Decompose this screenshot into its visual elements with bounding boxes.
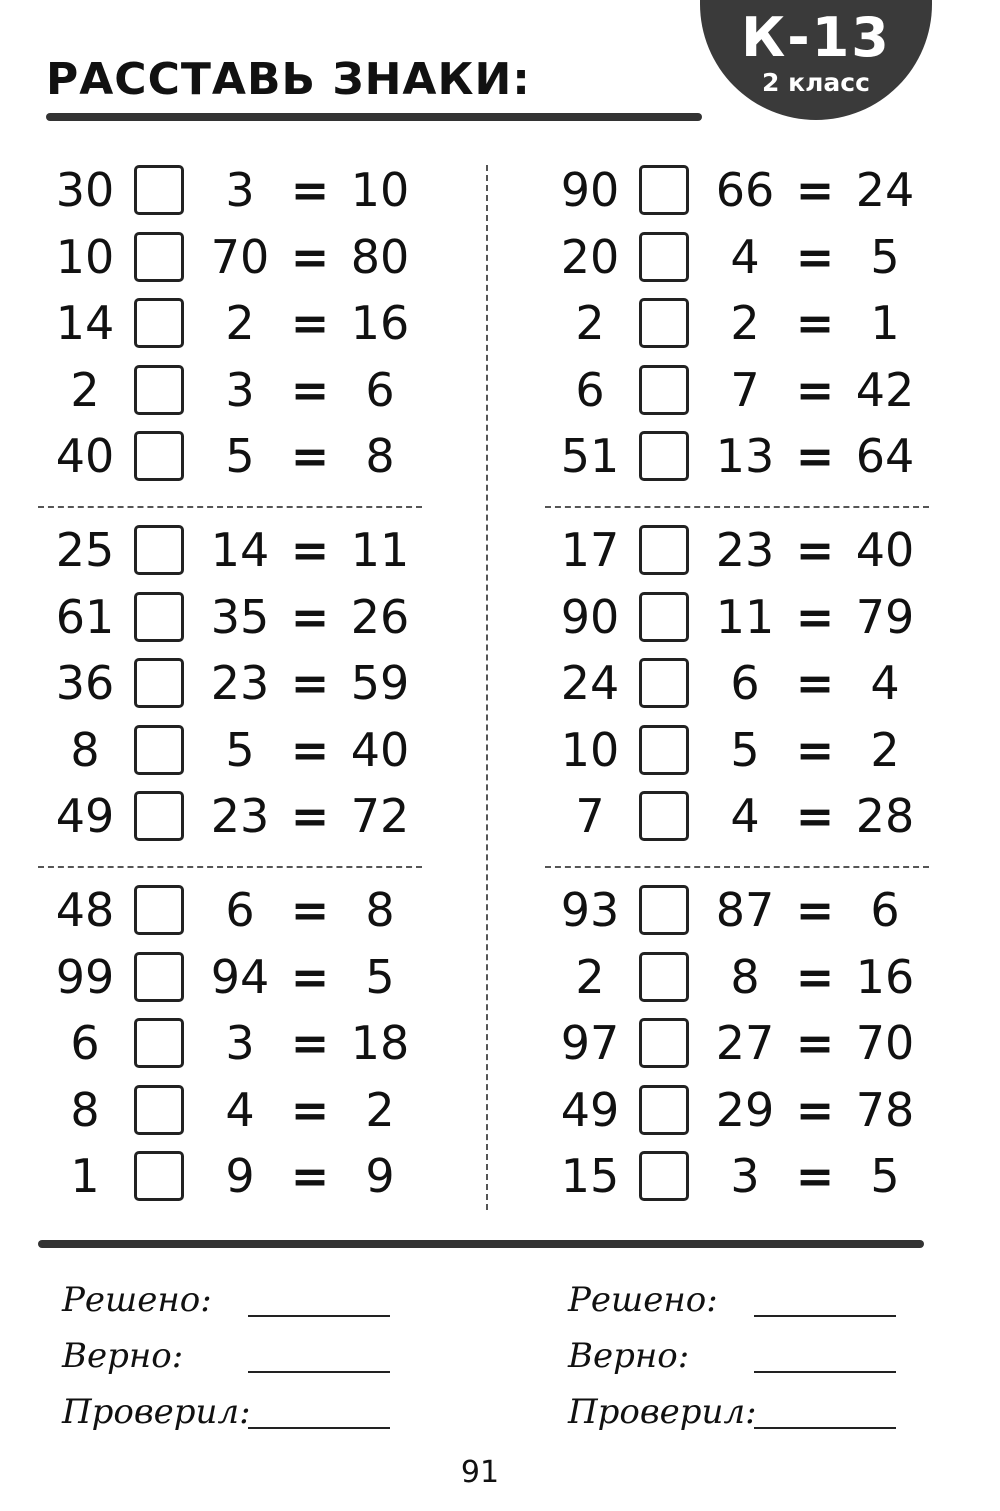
- result-value: 2: [870, 723, 900, 777]
- equals-sign: =: [795, 363, 835, 417]
- exercise-group: [30, 522, 430, 857]
- result-value: 16: [855, 950, 915, 1004]
- equals-sign: =: [795, 1149, 835, 1203]
- result-value: 40: [350, 723, 410, 777]
- first-operand: 8: [70, 723, 100, 777]
- operator-box[interactable]: [134, 525, 184, 575]
- first-operand: 36: [55, 656, 115, 710]
- second-operand: 13: [715, 429, 775, 483]
- equals-sign: =: [795, 883, 835, 937]
- equals-sign: =: [290, 1016, 330, 1070]
- equation-row: [535, 162, 935, 218]
- equation-row: [535, 882, 935, 938]
- operator-box[interactable]: [639, 592, 689, 642]
- second-operand: 23: [210, 656, 270, 710]
- badge-grade: 2 класс: [762, 68, 870, 97]
- second-operand: 2: [730, 296, 760, 350]
- group-divider: [38, 866, 422, 868]
- first-operand: 2: [575, 950, 605, 1004]
- second-operand: 3: [225, 163, 255, 217]
- equation-row: [535, 362, 935, 418]
- operator-box[interactable]: [639, 952, 689, 1002]
- equation-row: [535, 1148, 935, 1204]
- equation-row: [535, 949, 935, 1005]
- operator-box[interactable]: [134, 952, 184, 1002]
- result-value: 70: [855, 1016, 915, 1070]
- first-operand: 25: [55, 523, 115, 577]
- result-value: 9: [365, 1149, 395, 1203]
- result-value: 6: [365, 363, 395, 417]
- result-value: 24: [855, 163, 915, 217]
- exercise-group: [30, 162, 430, 497]
- correct-row: [568, 1331, 948, 1381]
- equals-sign: =: [290, 363, 330, 417]
- first-operand: 40: [55, 429, 115, 483]
- equation-row: [535, 295, 935, 351]
- operator-box[interactable]: [134, 658, 184, 708]
- first-operand: 51: [560, 429, 620, 483]
- result-value: 72: [350, 789, 410, 843]
- result-value: 5: [870, 1149, 900, 1203]
- second-operand: 27: [715, 1016, 775, 1070]
- first-operand: 2: [70, 363, 100, 417]
- result-value: 80: [350, 230, 410, 284]
- checked-row: [62, 1387, 442, 1437]
- second-operand: 29: [715, 1083, 775, 1137]
- operator-box[interactable]: [639, 232, 689, 282]
- equals-sign: =: [795, 789, 835, 843]
- first-operand: 15: [560, 1149, 620, 1203]
- operator-box[interactable]: [134, 1018, 184, 1068]
- first-operand: 48: [55, 883, 115, 937]
- second-operand: 6: [225, 883, 255, 937]
- equation-row: [30, 229, 430, 285]
- second-operand: 3: [225, 1016, 255, 1070]
- equation-row: [535, 1082, 935, 1138]
- operator-box[interactable]: [134, 298, 184, 348]
- equation-row: [30, 722, 430, 778]
- group-divider: [545, 866, 929, 868]
- equals-sign: =: [795, 523, 835, 577]
- result-value: 42: [855, 363, 915, 417]
- equals-sign: =: [290, 523, 330, 577]
- solved-row: [568, 1275, 948, 1325]
- badge-code: К-13: [741, 6, 891, 69]
- result-value: 8: [365, 429, 395, 483]
- operator-box[interactable]: [639, 365, 689, 415]
- second-operand: 9: [225, 1149, 255, 1203]
- checked-label: Проверил:: [568, 1392, 757, 1432]
- second-operand: 7: [730, 363, 760, 417]
- first-operand: 14: [55, 296, 115, 350]
- equation-row: [30, 522, 430, 578]
- equation-row: [30, 589, 430, 645]
- first-operand: 2: [575, 296, 605, 350]
- first-operand: 49: [55, 789, 115, 843]
- equals-sign: =: [795, 1016, 835, 1070]
- operator-box[interactable]: [134, 1151, 184, 1201]
- result-value: 26: [350, 590, 410, 644]
- equation-row: [30, 1082, 430, 1138]
- second-operand: 23: [210, 789, 270, 843]
- equation-row: [535, 589, 935, 645]
- first-operand: 30: [55, 163, 115, 217]
- exercise-group: [535, 522, 935, 857]
- equation-row: [30, 882, 430, 938]
- operator-box[interactable]: [134, 232, 184, 282]
- first-operand: 93: [560, 883, 620, 937]
- page-title: РАССТАВЬ ЗНАКИ:: [46, 54, 531, 105]
- operator-box[interactable]: [639, 431, 689, 481]
- equals-sign: =: [795, 590, 835, 644]
- second-operand: 14: [210, 523, 270, 577]
- operator-box[interactable]: [639, 525, 689, 575]
- equals-sign: =: [795, 163, 835, 217]
- group-divider: [38, 506, 422, 508]
- first-operand: 10: [560, 723, 620, 777]
- operator-box[interactable]: [134, 725, 184, 775]
- result-value: 11: [350, 523, 410, 577]
- checked-field[interactable]: [248, 1427, 390, 1429]
- result-value: 1: [870, 296, 900, 350]
- second-operand: 6: [730, 656, 760, 710]
- equation-row: [535, 428, 935, 484]
- equals-sign: =: [795, 656, 835, 710]
- second-operand: 5: [225, 429, 255, 483]
- first-operand: 61: [55, 590, 115, 644]
- second-operand: 5: [730, 723, 760, 777]
- equals-sign: =: [290, 656, 330, 710]
- equation-row: [535, 722, 935, 778]
- operator-box[interactable]: [134, 431, 184, 481]
- correct-field[interactable]: [248, 1371, 390, 1373]
- first-operand: 1: [70, 1149, 100, 1203]
- first-operand: 7: [575, 789, 605, 843]
- equation-row: [30, 949, 430, 1005]
- correct-label: Верно:: [568, 1336, 690, 1376]
- first-operand: 6: [575, 363, 605, 417]
- solved-field[interactable]: [248, 1315, 390, 1317]
- second-operand: 94: [210, 950, 270, 1004]
- result-value: 8: [365, 883, 395, 937]
- equation-row: [30, 655, 430, 711]
- equation-row: [30, 428, 430, 484]
- second-operand: 70: [210, 230, 270, 284]
- first-operand: 90: [560, 590, 620, 644]
- title-underline: [46, 113, 702, 121]
- bottom-rule: [38, 1240, 924, 1248]
- equation-row: [30, 295, 430, 351]
- operator-box[interactable]: [134, 592, 184, 642]
- second-operand: 23: [715, 523, 775, 577]
- result-value: 79: [855, 590, 915, 644]
- first-operand: 49: [560, 1083, 620, 1137]
- equals-sign: =: [795, 723, 835, 777]
- result-value: 2: [365, 1083, 395, 1137]
- equation-row: [30, 1015, 430, 1071]
- equals-sign: =: [795, 1083, 835, 1137]
- solved-row: [62, 1275, 442, 1325]
- solved-label: Решено:: [62, 1280, 212, 1320]
- second-operand: 66: [715, 163, 775, 217]
- worksheet-badge: [700, 0, 932, 120]
- equation-row: [535, 655, 935, 711]
- result-value: 4: [870, 656, 900, 710]
- equals-sign: =: [290, 950, 330, 1004]
- operator-box[interactable]: [134, 885, 184, 935]
- equals-sign: =: [795, 950, 835, 1004]
- equals-sign: =: [795, 296, 835, 350]
- operator-box[interactable]: [134, 165, 184, 215]
- checked-label: Проверил:: [62, 1392, 251, 1432]
- equals-sign: =: [795, 429, 835, 483]
- operator-box[interactable]: [639, 1085, 689, 1135]
- group-divider: [545, 506, 929, 508]
- first-operand: 90: [560, 163, 620, 217]
- result-value: 64: [855, 429, 915, 483]
- equation-row: [30, 788, 430, 844]
- second-operand: 87: [715, 883, 775, 937]
- first-operand: 8: [70, 1083, 100, 1137]
- equation-row: [30, 1148, 430, 1204]
- equals-sign: =: [290, 723, 330, 777]
- solved-label: Решено:: [568, 1280, 718, 1320]
- result-value: 10: [350, 163, 410, 217]
- second-operand: 2: [225, 296, 255, 350]
- second-operand: 4: [730, 789, 760, 843]
- operator-box[interactable]: [639, 1151, 689, 1201]
- equation-row: [535, 522, 935, 578]
- correct-field[interactable]: [754, 1371, 896, 1373]
- operator-box[interactable]: [639, 791, 689, 841]
- result-value: 28: [855, 789, 915, 843]
- page-number: 91: [460, 1455, 500, 1490]
- second-operand: 11: [715, 590, 775, 644]
- equation-row: [535, 1015, 935, 1071]
- first-operand: 99: [55, 950, 115, 1004]
- exercise-group: [535, 882, 935, 1217]
- operator-box[interactable]: [639, 725, 689, 775]
- second-operand: 3: [730, 1149, 760, 1203]
- second-operand: 5: [225, 723, 255, 777]
- first-operand: 6: [70, 1016, 100, 1070]
- first-operand: 20: [560, 230, 620, 284]
- result-value: 40: [855, 523, 915, 577]
- result-value: 5: [870, 230, 900, 284]
- exercise-group: [535, 162, 935, 497]
- first-operand: 17: [560, 523, 620, 577]
- operator-box[interactable]: [134, 1085, 184, 1135]
- operator-box[interactable]: [639, 165, 689, 215]
- equation-row: [30, 162, 430, 218]
- operator-box[interactable]: [639, 1018, 689, 1068]
- equation-row: [535, 229, 935, 285]
- equals-sign: =: [290, 883, 330, 937]
- operator-box[interactable]: [134, 791, 184, 841]
- first-operand: 24: [560, 656, 620, 710]
- equals-sign: =: [290, 429, 330, 483]
- solved-field[interactable]: [754, 1315, 896, 1317]
- second-operand: 3: [225, 363, 255, 417]
- result-value: 6: [870, 883, 900, 937]
- second-operand: 4: [730, 230, 760, 284]
- result-value: 78: [855, 1083, 915, 1137]
- equals-sign: =: [290, 296, 330, 350]
- equals-sign: =: [290, 789, 330, 843]
- correct-row: [62, 1331, 442, 1381]
- operator-box[interactable]: [639, 298, 689, 348]
- operator-box[interactable]: [134, 365, 184, 415]
- first-operand: 10: [55, 230, 115, 284]
- correct-label: Верно:: [62, 1336, 184, 1376]
- equation-row: [535, 788, 935, 844]
- result-value: 5: [365, 950, 395, 1004]
- checked-row: [568, 1387, 948, 1437]
- second-operand: 35: [210, 590, 270, 644]
- equals-sign: =: [290, 230, 330, 284]
- first-operand: 97: [560, 1016, 620, 1070]
- equals-sign: =: [290, 163, 330, 217]
- equals-sign: =: [290, 1149, 330, 1203]
- equals-sign: =: [795, 230, 835, 284]
- second-operand: 8: [730, 950, 760, 1004]
- equation-row: [30, 362, 430, 418]
- second-operand: 4: [225, 1083, 255, 1137]
- equals-sign: =: [290, 590, 330, 644]
- result-value: 18: [350, 1016, 410, 1070]
- exercise-group: [30, 882, 430, 1217]
- checked-field[interactable]: [754, 1427, 896, 1429]
- result-value: 59: [350, 656, 410, 710]
- column-divider: [486, 165, 488, 1210]
- equals-sign: =: [290, 1083, 330, 1137]
- operator-box[interactable]: [639, 885, 689, 935]
- result-value: 16: [350, 296, 410, 350]
- operator-box[interactable]: [639, 658, 689, 708]
